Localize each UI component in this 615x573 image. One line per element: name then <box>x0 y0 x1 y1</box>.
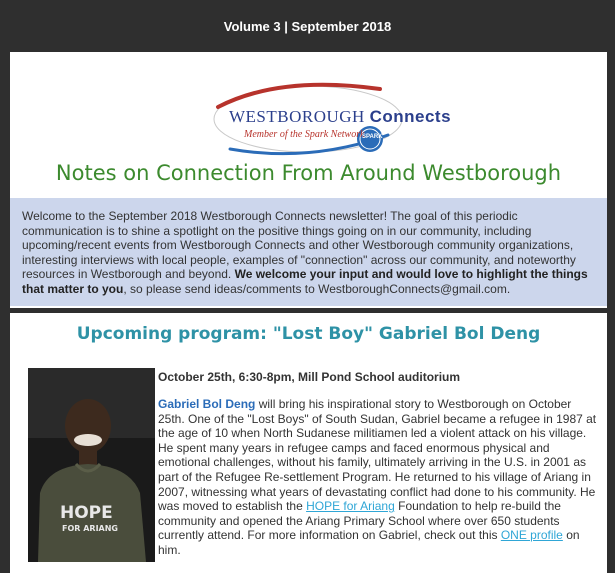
intro-text-bold: We welcome your input and would love to highlight the things that matter to you <box>22 267 588 296</box>
intro-text-2: , so please send ideas/comments to WestboroughConnects@gmail.com. <box>123 281 511 296</box>
story-part-2: Foundation to help re-build the community and opened the Ariang Primary School where over 650 students currently attend. For more information on Gabriel, check out this <box>158 499 561 543</box>
intro-text <box>22 209 597 296</box>
logo-brand-word2: Connects <box>369 107 452 126</box>
speaker-name: Gabriel Bol Deng <box>158 397 256 411</box>
story-part-3: on him. <box>158 528 580 557</box>
program-title: Upcoming program: "Lost Boy" Gabriel Bol Deng <box>76 324 541 344</box>
story-part-1: will bring his inspirational story to Westborough on October 25th. One of the "Lost Boys" of South Sudan, Gabriel became a refugee in 1987 at the age of 10 when North Sudanese militiamen led a violent attack on his village. He spent many years in refugee camps and faced enormous physical and emotional challenges, without his family, ultimately arriving in the U.S. in 2001 as part of the Refugee Re-settlement Program. He returned to his village of Ariang in 2007, witnessing what years of devastating conflict had done to his community. He was moved to establish the <box>158 397 597 514</box>
newsletter-header-bar <box>0 0 615 52</box>
intro-card <box>10 52 607 308</box>
issue-line: Volume 3 | September 2018 <box>223 19 392 34</box>
logo-tagline: Member of the Spark Network <box>244 129 365 140</box>
event-date-location: October 25th, 6:30-8pm, Mill Pond School auditorium <box>158 370 461 384</box>
intro-text-1: Welcome to the September 2018 Westborough Connects newsletter! The goal of this periodic communication is to shine a spotlight on the positive things going on in our community, including upcoming/recent events from Westborough Connects and other Westborough community organizations, interesting interviews with local people, examples of "connection" across our community, and noteworthy resources in Westborough and beyond. <box>22 209 576 281</box>
gabriel-photo <box>28 368 155 562</box>
newsletter-headline: Notes on Connection From Around Westborough <box>55 161 562 185</box>
spark-badge: SPARK <box>362 134 383 140</box>
shirt-sub-text: FOR ARIANG <box>62 524 118 533</box>
logo-brand-word: WESTBOROUGH <box>229 107 365 126</box>
logo-brand-text <box>229 107 451 127</box>
one-profile-link[interactable]: ONE profile <box>500 528 563 543</box>
hope-for-ariang-link[interactable]: HOPE for Ariang <box>306 499 395 514</box>
shirt-hope-text: HOPE <box>60 503 113 523</box>
intro-box <box>10 198 607 306</box>
westborough-connects-logo[interactable] <box>210 77 452 157</box>
program-card <box>10 313 607 573</box>
program-story <box>158 397 598 558</box>
